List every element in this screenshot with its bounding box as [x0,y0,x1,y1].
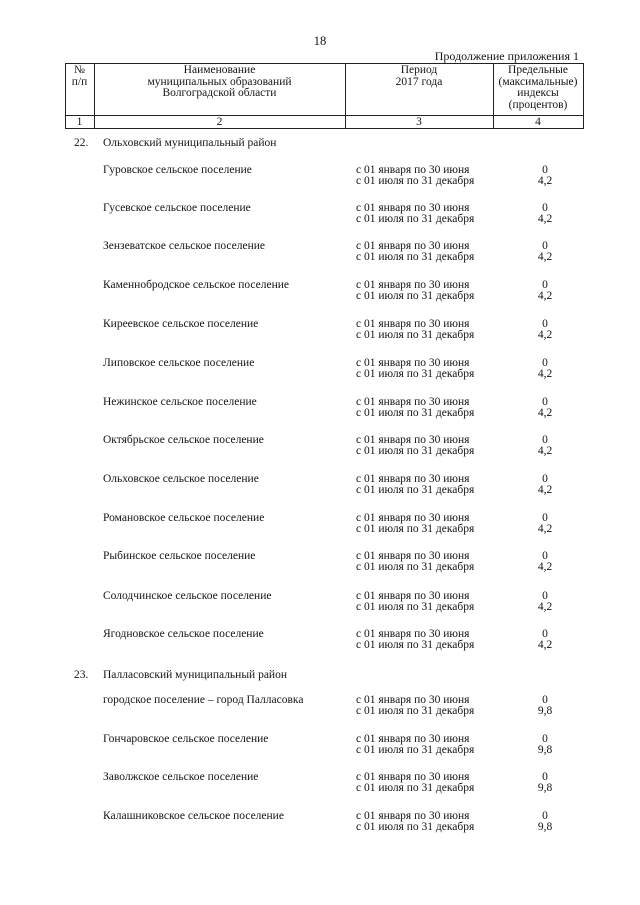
period-second-half: с 01 июля по 31 декабря [356,601,475,613]
index-first-half: 0 [542,694,548,706]
table-row [0,396,640,424]
index-second-half: 4,2 [537,484,553,496]
index-second-half: 4,2 [537,601,553,613]
period-first-half: с 01 января по 30 июня [356,473,470,485]
period-second-half: с 01 июля по 31 декабря [356,368,475,380]
index-second-half: 4,2 [537,251,553,263]
settlement-name: Калашниковское сельское поселение [103,810,284,822]
period-first-half: с 01 января по 30 июня [356,628,470,640]
index-second-half: 9,8 [537,782,553,794]
column-number: 1 [76,116,83,128]
region-name: Ольховский муниципальный район [103,137,277,149]
table-row [0,240,640,268]
header-col2-line: Наименование [183,64,256,76]
header-col-indices [493,65,583,111]
header-col-period [345,65,493,88]
index-second-half: 4,2 [537,445,553,457]
column-number: 2 [216,116,223,128]
header-col3-line: Период [400,64,438,76]
column-number: 3 [416,116,422,128]
header-col4-line: (процентов) [508,98,568,111]
index-second-half: 4,2 [537,290,553,302]
index-second-half: 4,2 [537,329,553,341]
header-col2-line: Волгоградской области [162,87,277,99]
settlement-name: Нежинское сельское поселение [103,396,257,408]
period-second-half: с 01 июля по 31 декабря [356,445,475,457]
period-first-half: с 01 января по 30 июня [356,164,470,176]
index-second-half: 4,2 [537,368,553,380]
table-row [0,810,640,838]
index-first-half: 0 [542,396,548,408]
settlement-name: Ягодновское сельское поселение [103,628,264,640]
index-first-half: 0 [542,810,548,822]
settlement-name: городское поселение – город Палласовка [103,694,304,706]
table-row [0,590,640,618]
region-name: Палласовский муниципальный район [103,669,287,681]
header-col4-line: Предельные [508,64,568,76]
table-row [0,473,640,501]
table-row [0,164,640,192]
table-row [0,357,640,385]
table-row [0,694,640,722]
index-second-half: 4,2 [537,561,553,573]
table-row [0,434,640,462]
table-row [0,512,640,540]
index-first-half: 0 [542,357,548,369]
period-second-half: с 01 июля по 31 декабря [356,484,475,496]
index-second-half: 9,8 [537,705,553,717]
period-first-half: с 01 января по 30 июня [356,202,470,214]
header-mid-border [65,115,584,116]
column-number: 4 [535,116,541,128]
header-col1-line: № [74,64,85,76]
index-second-half: 4,2 [537,523,553,535]
period-second-half: с 01 июля по 31 декабря [356,213,475,225]
period-second-half: с 01 июля по 31 декабря [356,561,475,573]
period-first-half: с 01 января по 30 июня [356,318,470,330]
table-row [0,279,640,307]
table-row [0,628,640,656]
period-second-half: с 01 июля по 31 декабря [356,251,475,263]
period-first-half: с 01 января по 30 июня [356,694,470,706]
table-row [0,550,640,578]
period-second-half: с 01 июля по 31 декабря [356,290,475,302]
period-first-half: с 01 января по 30 июня [356,512,470,524]
period-second-half: с 01 июля по 31 декабря [356,175,475,187]
index-first-half: 0 [542,628,548,640]
period-first-half: с 01 января по 30 июня [356,396,470,408]
period-second-half: с 01 июля по 31 декабря [356,782,475,794]
header-col3-line: 2017 года [395,75,443,88]
table-row [0,202,640,230]
header-top-border [65,63,584,64]
header-col-name [94,65,345,100]
header-col4-line: (максимальные) [498,75,578,88]
index-first-half: 0 [542,318,548,330]
settlement-name: Зензеватское сельское поселение [103,240,265,252]
header-col2-line: муниципальных образований [147,75,292,88]
settlement-name: Гусевское сельское поселение [103,202,251,214]
table-row [0,771,640,799]
col-border-right [583,63,584,129]
region-number: 22. [74,137,89,149]
settlement-name: Гуровское сельское поселение [103,164,252,176]
index-first-half: 0 [542,202,548,214]
period-first-half: с 01 января по 30 июня [356,434,470,446]
index-first-half: 0 [542,512,548,524]
period-first-half: с 01 января по 30 июня [356,733,470,745]
continuation-note: Продолжение приложения 1 [434,49,579,63]
page-number: 18 [313,34,327,48]
period-second-half: с 01 июля по 31 декабря [356,639,475,651]
period-first-half: с 01 января по 30 июня [356,279,470,291]
settlement-name: Липовское сельское поселение [103,357,255,369]
index-first-half: 0 [542,279,548,291]
period-first-half: с 01 января по 30 июня [356,590,470,602]
period-second-half: с 01 июля по 31 декабря [356,407,475,419]
index-first-half: 0 [542,771,548,783]
period-second-half: с 01 июля по 31 декабря [356,523,475,535]
index-second-half: 4,2 [537,175,553,187]
settlement-name: Гончаровское сельское поселение [103,733,269,745]
index-first-half: 0 [542,550,548,562]
period-second-half: с 01 июля по 31 декабря [356,744,475,756]
header-col4-line: индексы [517,87,559,99]
period-first-half: с 01 января по 30 июня [356,240,470,252]
index-first-half: 0 [542,733,548,745]
index-first-half: 0 [542,590,548,602]
settlement-name: Заволжское сельское поселение [103,771,259,783]
index-first-half: 0 [542,434,548,446]
period-first-half: с 01 января по 30 июня [356,550,470,562]
header-col1-line: п/п [71,75,88,88]
index-first-half: 0 [542,473,548,485]
settlement-name: Солодчинское сельское поселение [103,590,272,602]
period-first-half: с 01 января по 30 июня [356,810,470,822]
header-bottom-border [65,128,584,129]
table-header [65,63,584,129]
index-second-half: 9,8 [537,744,553,756]
settlement-name: Рыбинское сельское поселение [103,550,256,562]
index-second-half: 4,2 [537,407,553,419]
settlement-name: Каменнобродское сельское поселение [103,279,290,291]
period-first-half: с 01 января по 30 июня [356,771,470,783]
index-first-half: 0 [542,240,548,252]
index-second-half: 9,8 [537,821,553,833]
settlement-name: Романовское сельское поселение [103,512,265,524]
index-second-half: 4,2 [537,639,553,651]
period-second-half: с 01 июля по 31 декабря [356,329,475,341]
table-row [0,733,640,761]
settlement-name: Октябрьское сельское поселение [103,434,264,446]
header-col-number [65,65,94,88]
table-row [0,318,640,346]
index-first-half: 0 [542,164,548,176]
period-second-half: с 01 июля по 31 декабря [356,705,475,717]
period-second-half: с 01 июля по 31 декабря [356,821,475,833]
region-number: 23. [74,669,89,681]
period-first-half: с 01 января по 30 июня [356,357,470,369]
settlement-name: Киреевское сельское поселение [103,318,259,330]
index-second-half: 4,2 [537,213,553,225]
settlement-name: Ольховское сельское поселение [103,473,259,485]
